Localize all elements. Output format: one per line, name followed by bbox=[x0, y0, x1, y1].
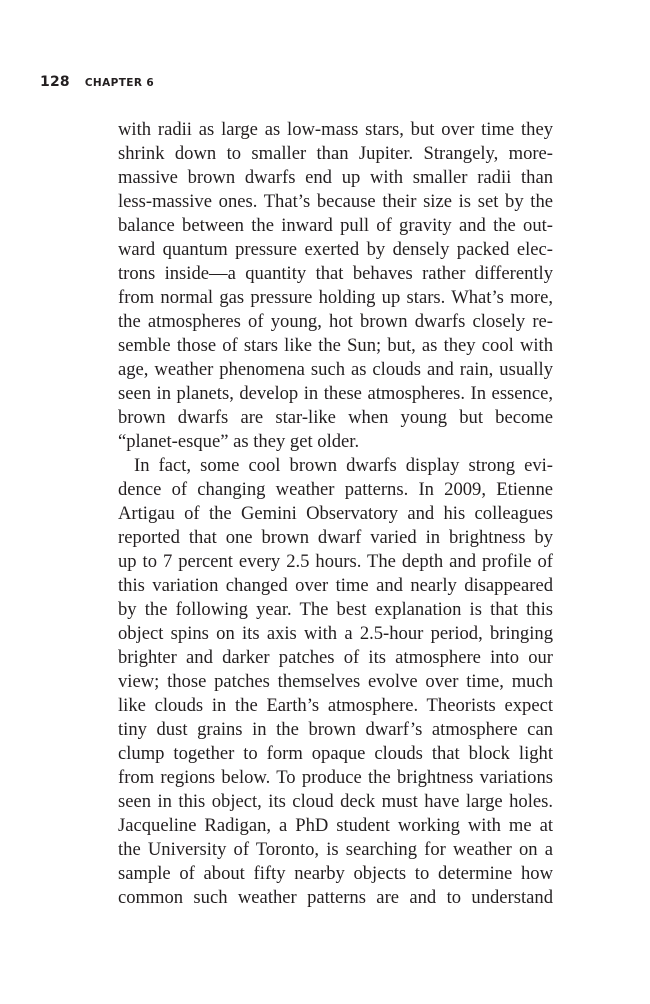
text-line: semble those of stars like the Sun; but, as they cool with bbox=[118, 335, 553, 356]
text-line: by the following year. The best explanation is that this bbox=[118, 599, 553, 620]
text-line: Artigau of the Gemini Observatory and his colleagues bbox=[118, 503, 553, 524]
text-line: like clouds in the Earth’s atmosphere. Theorists expect bbox=[118, 695, 553, 716]
text-line: up to 7 percent every 2.5 hours. The depth and profile of bbox=[118, 551, 553, 572]
text-line: tiny dust grains in the brown dwarf’s atmosphere can bbox=[118, 719, 553, 740]
body-text bbox=[118, 118, 553, 910]
text-line: shrink down to smaller than Jupiter. Strangely, more- bbox=[118, 143, 553, 164]
text-line: massive brown dwarfs end up with smaller radii than bbox=[118, 167, 553, 188]
running-head bbox=[40, 74, 154, 94]
text-line: reported that one brown dwarf varied in brightness by bbox=[118, 527, 553, 548]
text-line: from normal gas pressure holding up stars. What’s more, bbox=[118, 287, 553, 308]
text-line: the University of Toronto, is searching for weather on a bbox=[118, 839, 553, 860]
text-line: from regions below. To produce the brightness variations bbox=[118, 767, 553, 788]
paragraph bbox=[118, 454, 553, 910]
text-line: seen in planets, develop in these atmospheres. In essence, bbox=[118, 383, 553, 404]
text-line: dence of changing weather patterns. In 2009, Etienne bbox=[118, 479, 553, 500]
text-line: less-massive ones. That’s because their size is set by the bbox=[118, 191, 553, 212]
text-line: seen in this object, its cloud deck must have large holes. bbox=[118, 791, 553, 812]
text-line: this variation changed over time and nearly disappeared bbox=[118, 575, 553, 596]
text-line: sample of about fifty nearby objects to determine how bbox=[118, 863, 553, 884]
text-line: balance between the inward pull of gravity and the out- bbox=[118, 215, 553, 236]
text-line: the atmospheres of young, hot brown dwarfs closely re- bbox=[118, 311, 553, 332]
text-line: brown dwarfs are star-like when young but become bbox=[118, 407, 553, 428]
text-line: clump together to form opaque clouds that block light bbox=[118, 743, 553, 764]
text-line: trons inside—a quantity that behaves rather differently bbox=[118, 263, 553, 284]
text-line: object spins on its axis with a 2.5-hour period, bringing bbox=[118, 623, 553, 644]
chapter-label: CHAPTER 6 bbox=[84, 77, 155, 89]
text-line: view; those patches themselves evolve over time, much bbox=[118, 671, 553, 692]
text-line: brighter and darker patches of its atmosphere into our bbox=[118, 647, 553, 668]
text-line: Jacqueline Radigan, a PhD student working with me at bbox=[118, 815, 553, 836]
text-line: In fact, some cool brown dwarfs display strong evi- bbox=[134, 455, 553, 476]
text-line: common such weather patterns are and to understand bbox=[118, 887, 553, 908]
text-line: with radii as large as low-mass stars, but over time they bbox=[118, 119, 553, 140]
text-line: age, weather phenomena such as clouds and rain, usually bbox=[118, 359, 553, 380]
page-number: 128 bbox=[40, 74, 70, 90]
text-line: “planet-esque” as they get older. bbox=[118, 431, 360, 452]
paragraph bbox=[118, 118, 553, 454]
text-line: ward quantum pressure exerted by densely packed elec- bbox=[118, 239, 553, 260]
